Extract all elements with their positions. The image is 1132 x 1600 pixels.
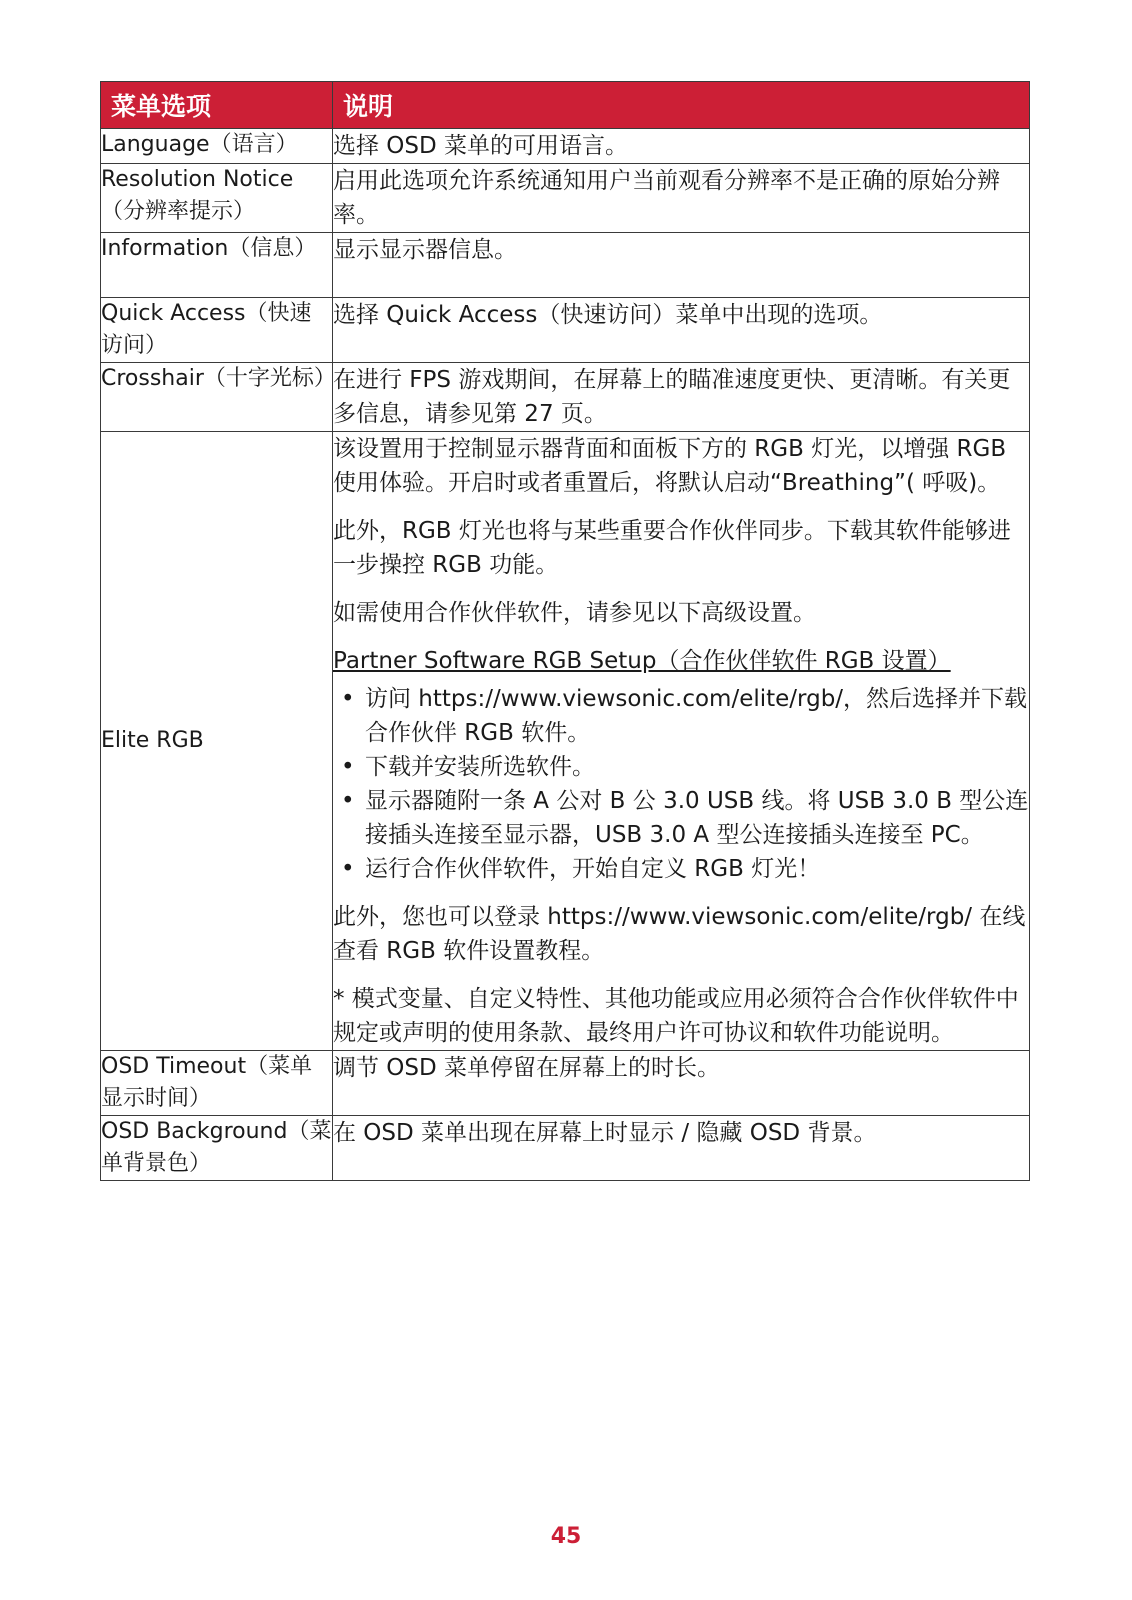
option-desc-crosshair: [333, 363, 1030, 432]
option-name-crosshair: Crosshair（十字光标）: [101, 363, 333, 432]
step-text: 运行合作伙伴软件，开始自定义 RGB 灯光！: [365, 856, 821, 882]
list-item: [333, 852, 1029, 886]
option-desc-information: [333, 233, 1030, 298]
option-name-language: Language（语言）: [101, 129, 333, 164]
table-header-row: [101, 82, 1030, 129]
bullet-icon: •: [341, 686, 355, 712]
table-row: [101, 1051, 1030, 1116]
partner-software-subheading: Partner Software RGB Setup（合作伙伴软件 RGB 设置）: [333, 648, 951, 674]
header-description: 说明: [333, 82, 1030, 129]
page-number: 45: [550, 1524, 582, 1549]
desc-paragraph: 在进行 FPS 游戏期间，在屏幕上的瞄准速度更快、更清晰。有关更多信息，请参见第 27 页。: [333, 367, 1011, 427]
step-text: 显示器随附一条 A 公对 B 公 3.0 USB 线。将 USB 3.0 B 型公连接插头连接至显示器，USB 3.0 A 型公连接插头连接至 PC。: [365, 788, 1029, 848]
desc-paragraph: 调节 OSD 菜单停留在屏幕上的时长。: [333, 1055, 721, 1081]
table-row: [101, 298, 1030, 363]
desc-paragraph: 显示显示器信息。: [333, 237, 517, 263]
option-name-resolution-notice: Resolution Notice（分辨率提示）: [101, 164, 333, 233]
list-item: [333, 750, 1029, 784]
step-text: 下载并安装所选软件。: [365, 754, 595, 780]
option-name-information: Information（信息）: [101, 233, 333, 298]
option-desc-quick-access: [333, 298, 1030, 363]
table-row: [101, 1116, 1030, 1181]
bullet-icon: •: [341, 788, 355, 814]
desc-paragraph: * 模式变量、自定义特性、其他功能或应用必须符合合作伙伴软件中规定或声明的使用条款、最终用户许可协议和软件功能说明。: [333, 986, 1019, 1046]
option-desc-language: [333, 129, 1030, 164]
table-row: [101, 363, 1030, 432]
list-item: [333, 682, 1029, 750]
step-text: 访问 https://www.viewsonic.com/elite/rgb/，然后选择并下载合作伙伴 RGB 软件。: [365, 686, 1028, 746]
desc-paragraph: 启用此选项允许系统通知用户当前观看分辨率不是正确的原始分辨率。: [333, 168, 1000, 228]
desc-paragraph: 此外，您也可以登录 https://www.viewsonic.com/elite/rgb/ 在线查看 RGB 软件设置教程。: [333, 904, 1026, 964]
desc-paragraph: 此外，RGB 灯光也将与某些重要合作伙伴同步。下载其软件能够进一步操控 RGB 功能。: [333, 518, 1011, 578]
desc-paragraph: 如需使用合作伙伴软件，请参见以下高级设置。: [333, 600, 816, 626]
header-menu-option: 菜单选项: [101, 82, 333, 129]
option-name-osd-background: OSD Background（菜单背景色）: [101, 1116, 333, 1181]
menu-options-table: [100, 81, 1030, 1181]
bullet-icon: •: [341, 856, 355, 882]
table-row: [101, 432, 1030, 1051]
option-desc-osd-timeout: [333, 1051, 1030, 1116]
option-desc-elite-rgb: [333, 432, 1030, 1051]
table-row: [101, 129, 1030, 164]
option-desc-osd-background: [333, 1116, 1030, 1181]
option-name-elite-rgb: Elite RGB: [101, 432, 333, 1051]
bullet-icon: •: [341, 754, 355, 780]
desc-paragraph: 该设置用于控制显示器背面和面板下方的 RGB 灯光，以增强 RGB 使用体验。开启时或者重置后，将默认启动“Breathing”( 呼吸)。: [333, 436, 1007, 496]
option-name-quick-access: Quick Access（快速访问）: [101, 298, 333, 363]
list-item: [333, 784, 1029, 852]
desc-paragraph: 选择 OSD 菜单的可用语言。: [333, 133, 629, 159]
table-row: [101, 233, 1030, 298]
setup-steps-list: [333, 682, 1029, 886]
option-desc-resolution-notice: [333, 164, 1030, 233]
option-name-osd-timeout: OSD Timeout（菜单显示时间）: [101, 1051, 333, 1116]
desc-paragraph: 在 OSD 菜单出现在屏幕上时显示 / 隐藏 OSD 背景。: [333, 1120, 877, 1146]
table-row: [101, 164, 1030, 233]
desc-paragraph: 选择 Quick Access（快速访问）菜单中出现的选项。: [333, 302, 883, 328]
